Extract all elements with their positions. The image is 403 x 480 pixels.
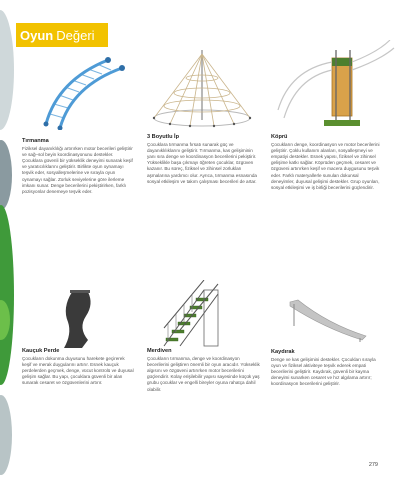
item-description: Çocukların denge, koordinasyon ve motor becerilerini geliştirir. Çoklu kullanım alanları, sosyalleşmeyi ve empatiyi destekler. Esnek yapısı, fiziksel ve zihinsel gelişime katkı sağlar. Köprüden geçmek, cesaret ve özgüveni artırırken keşif ve macera duygusunu teşvik eder. Farklı materyallerle sunulan dokunsal deneyimler, duyusal gelişimi destekler. Grup oyunları, sosyal etkileşimi ve iş birliği becerilerini güçlendirir. xyxy=(271,142,380,190)
item-tirmanma xyxy=(22,138,134,195)
item-title: Kaydırak xyxy=(271,349,295,355)
item-title: 3 Boyutlu İp xyxy=(147,134,180,140)
section-header xyxy=(16,23,108,47)
item-description: Fiziksel dayanıklılığı artırırken motor becerileri geliştirir ve sağ–sol beyin koordinasyonunu destekler. Çocuklara güvenli bir yükseklik deneyimi sunarak keşif ve yaratıcılıklarını geliştirir. Birlikte oyun oynamayı teşvik eder, sosyalleşmelerine ve sırayla oyun oynamayı sağlar. Zorluk seviyelerine göre ilerleme imkanı sunar. Denge becerilerini pekiştirirken, farklı pozisyonlar denemeye teşvik eder. xyxy=(22,146,133,194)
rope-pyramid-icon xyxy=(150,48,254,128)
wavy-panel-icon xyxy=(58,290,102,350)
section-title-light: Değeri xyxy=(56,27,95,43)
item-kaydirak xyxy=(271,349,381,388)
item-title: Merdiven xyxy=(147,348,172,354)
page-number: 279 xyxy=(368,462,378,468)
item-description: Denge ve kas gelişimini destekler. Çocukları sırayla oyun ve fiziksel aktiviteye teşvik ederek empati becerilerini geliştirir. Kaydırak, güvenli bir kayma deneyimi sunarken cesaret ve hız algılama artırır; koordinasyon becerilerini geliştirir. xyxy=(271,357,376,387)
slide-icon xyxy=(288,296,368,344)
item-title: Köprü xyxy=(271,134,288,140)
item-description: Çocukların tırmanma, denge ve koordinasyon becerilerini geliştiren önemli bir oyun aracıdır. Yükseklik algısını ve özgüveni artırırken motor becerilerini güçlendirir. Kolay erişilebilir yapısı sayesinde küçük yaş grubu çocuklar ve engelli bireyler oyuna rahatça dahil olabilir. xyxy=(147,356,260,392)
bridge-icon xyxy=(270,40,395,130)
section-title-bold: Oyun xyxy=(20,27,54,43)
decorative-playground-strip xyxy=(0,0,16,480)
item-3-boyutlu-ip xyxy=(147,134,261,185)
item-title: Kauçuk Perde xyxy=(22,348,60,354)
climbing-net-icon xyxy=(38,50,134,130)
item-merdiven xyxy=(147,348,261,393)
item-kopru xyxy=(271,134,381,191)
item-description: Çocukların dokunma duyusunu harekete geçirerek keşif ve merak duygularını artırır. Esnek kauçuk perdelerden geçmek, denge, vücut kontrolü ve duyusal gelişim sağlar. Bu yapı, çocuklara güvenli bir alan sunarak cesaret ve özgüvenlerini artırır. xyxy=(22,356,134,386)
item-description: Çocuklara tırmanma fırsatı sunarak güç ve dayanıklılıklarını geliştirir. Tırmanma, kas gelişiminin yanı sıra denge ve koordinasyon becerilerini pekiştirir. Yükseklikle başa çıkmayı öğreten çocuklar, özgüven kazanır. Bu süreç, fiziksel ve zihinsel zorlukları aşmalarına yardımcı olur. Ayrıca, tırmanma esnasında sosyal etkileşim ve takım çalışması becerileri de artar. xyxy=(147,142,257,184)
stairs-icon xyxy=(160,280,226,350)
item-kaucuk-perde xyxy=(22,348,134,387)
item-title: Tırmanma xyxy=(22,138,49,144)
